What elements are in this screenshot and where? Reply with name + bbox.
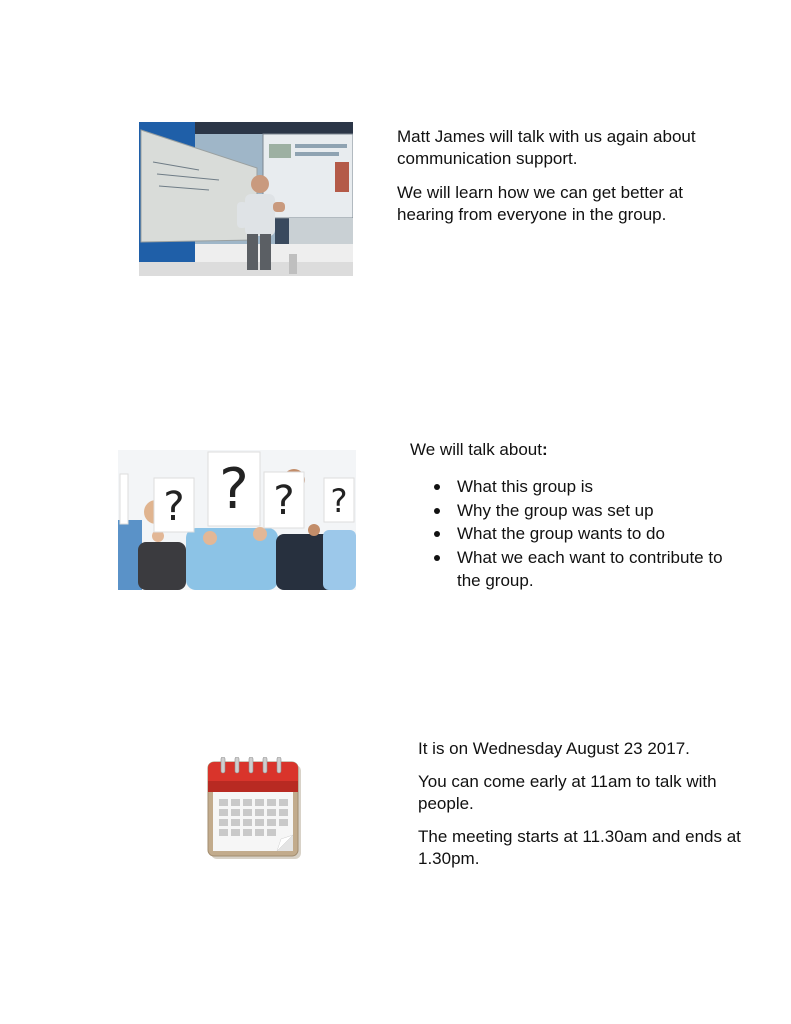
svg-text:?: ? [273,478,295,524]
paragraph: It is on Wednesday August 23 2017. [418,739,690,758]
paragraph: Matt James will talk with us again about communication support. [397,127,696,168]
list-item: What we each want to contribute to the group. [457,546,750,593]
topics-heading-colon: : [541,440,548,459]
calendar-icon [207,757,303,861]
intro-text [397,126,737,226]
list-item: Why the group was set up [457,499,750,523]
topics-text [410,439,750,593]
paragraph: The meeting starts at 11.30am and ends at 1.30pm. [418,827,741,868]
list-item: What this group is [457,475,750,499]
meeting-details-text [418,738,763,870]
topics-heading-text: We will talk about [410,440,542,459]
question-mark-signs-photo [118,450,356,590]
paragraph: You can come early at 11am to talk with people. [418,772,717,813]
svg-text:?: ? [219,457,249,522]
topics-list [410,475,750,593]
list-item: What the group wants to do [457,522,750,546]
svg-text:?: ? [330,482,348,520]
presenter-photo [139,122,353,276]
svg-text:?: ? [163,484,185,530]
topics-heading [410,439,750,461]
paragraph: We will learn how we can get better at hearing from everyone in the group. [397,183,683,224]
